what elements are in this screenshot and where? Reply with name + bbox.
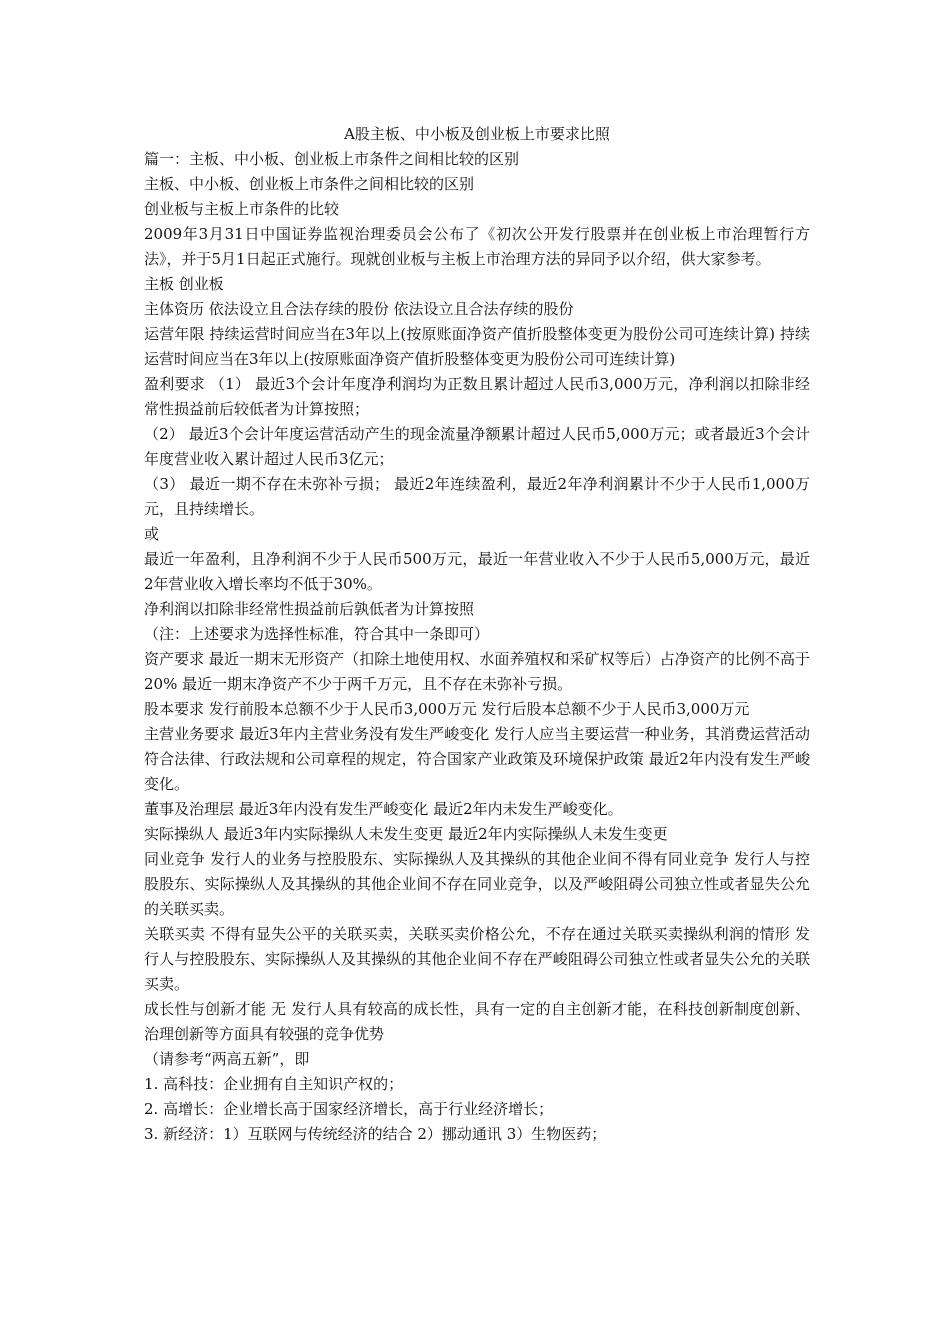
- document-page: [144, 122, 810, 1147]
- paragraph-21: 关联买卖 不得有显失公平的关联买卖，关联买卖价格公允，不存在通过关联买卖操纵利润的情形 发行人与控股股东、实际操纵人及其操纵的其他企业间不存在严峻阻碍公司独立性或者显失公允的关联买卖。: [144, 925, 810, 993]
- paragraph-7: 运营年限 持续运营时间应当在3年以上(按原账面净资产值折股整体变更为股份公司可连续计算) 持续运营时间应当在3年以上(按原账面净资产值折股整体变更为股份公司可连续计算): [144, 325, 810, 368]
- paragraph-13: 净利润以扣除非经常性损益前后孰低者为计算按照: [144, 600, 475, 618]
- paragraph-3: 创业板与主板上市条件的比较: [144, 200, 340, 218]
- paragraph-10: （3） 最近一期不存在未弥补亏损； 最近2年连续盈利，最近2年净利润累计不少于人民币1,000万元，且持续增长。: [144, 475, 810, 518]
- paragraph-24: 1. 高科技：企业拥有自主知识产权的；: [144, 1075, 404, 1093]
- paragraph-25: 2. 高增长：企业增长高于国家经济增长，高于行业经济增长；: [144, 1100, 554, 1118]
- paragraph-26: 3. 新经济：1）互联网与传统经济的结合 2）挪动通讯 3）生物医药；: [144, 1125, 607, 1143]
- paragraph-6: 主体资历 依法设立且合法存续的股份 依法设立且合法存续的股份: [144, 300, 574, 318]
- paragraph-22: 成长性与创新才能 无 发行人具有较高的成长性，具有一定的自主创新才能，在科技创新制度创新、治理创新等方面具有较强的竞争优势: [144, 1000, 810, 1043]
- document-body: [144, 147, 810, 1147]
- paragraph-16: 股本要求 发行前股本总额不少于人民币3,000万元 发行后股本总额不少于人民币3,000万元: [144, 700, 750, 718]
- paragraph-23: （请参考“两高五新”，即: [144, 1050, 310, 1068]
- document-title: A股主板、中小板及创业板上市要求比照: [344, 125, 610, 143]
- paragraph-20: 同业竞争 发行人的业务与控股股东、实际操纵人及其操纵的其他企业间不得有同业竞争 发行人与控股股东、实际操纵人及其操纵的其他企业间不存在同业竞争，以及严峻阻碍公司独立性或者显失公允的关联买卖。: [144, 850, 810, 918]
- paragraph-2: 主板、中小板、创业板上市条件之间相比较的区别: [144, 175, 475, 193]
- paragraph-18: 董事及治理层 最近3年内没有发生严峻变化 最近2年内未发生严峻变化。: [144, 800, 623, 818]
- paragraph-5: 主板 创业板: [144, 275, 224, 293]
- paragraph-9: （2） 最近3个会计年度运营活动产生的现金流量净额累计超过人民币5,000万元；或者最近3个会计年度营业收入累计超过人民币3亿元；: [144, 425, 810, 468]
- paragraph-12: 最近一年盈利，且净利润不少于人民币500万元，最近一年营业收入不少于人民币5,000万元，最近2年营业收入增长率均不低于30%。: [144, 550, 810, 593]
- paragraph-11: 或: [144, 525, 160, 543]
- paragraph-19: 实际操纵人 最近3年内实际操纵人未发生变更 最近2年内实际操纵人未发生变更: [144, 825, 668, 843]
- paragraph-8: 盈利要求 （1） 最近3个会计年度净利润均为正数且累计超过人民币3,000万元，净利润以扣除非经常性损益前后较低者为计算按照；: [144, 375, 810, 418]
- paragraph-15: 资产要求 最近一期末无形资产（扣除土地使用权、水面养殖权和采矿权等后）占净资产的比例不高于20% 最近一期末净资产不少于两千万元，且不存在未弥补亏损。: [144, 650, 810, 693]
- paragraph-1: 篇一：主板、中小板、创业板上市条件之间相比较的区别: [144, 150, 520, 168]
- paragraph-14: （注：上述要求为选择性标准，符合其中一条即可）: [144, 625, 490, 643]
- paragraph-17: 主营业务要求 最近3年内主营业务没有发生严峻变化 发行人应当主要运营一种业务，其消费运营活动符合法律、行政法规和公司章程的规定，符合国家产业政策及环境保护政策 最近2年内没有发生严峻变化。: [144, 725, 810, 793]
- paragraph-4: 2009年3月31日中国证券监视治理委员会公布了《初次公开发行股票并在创业板上市治理暂行方法》，并于5月1日起正式施行。现就创业板与主板上市治理方法的异同予以介绍，供大家参考。: [144, 225, 810, 268]
